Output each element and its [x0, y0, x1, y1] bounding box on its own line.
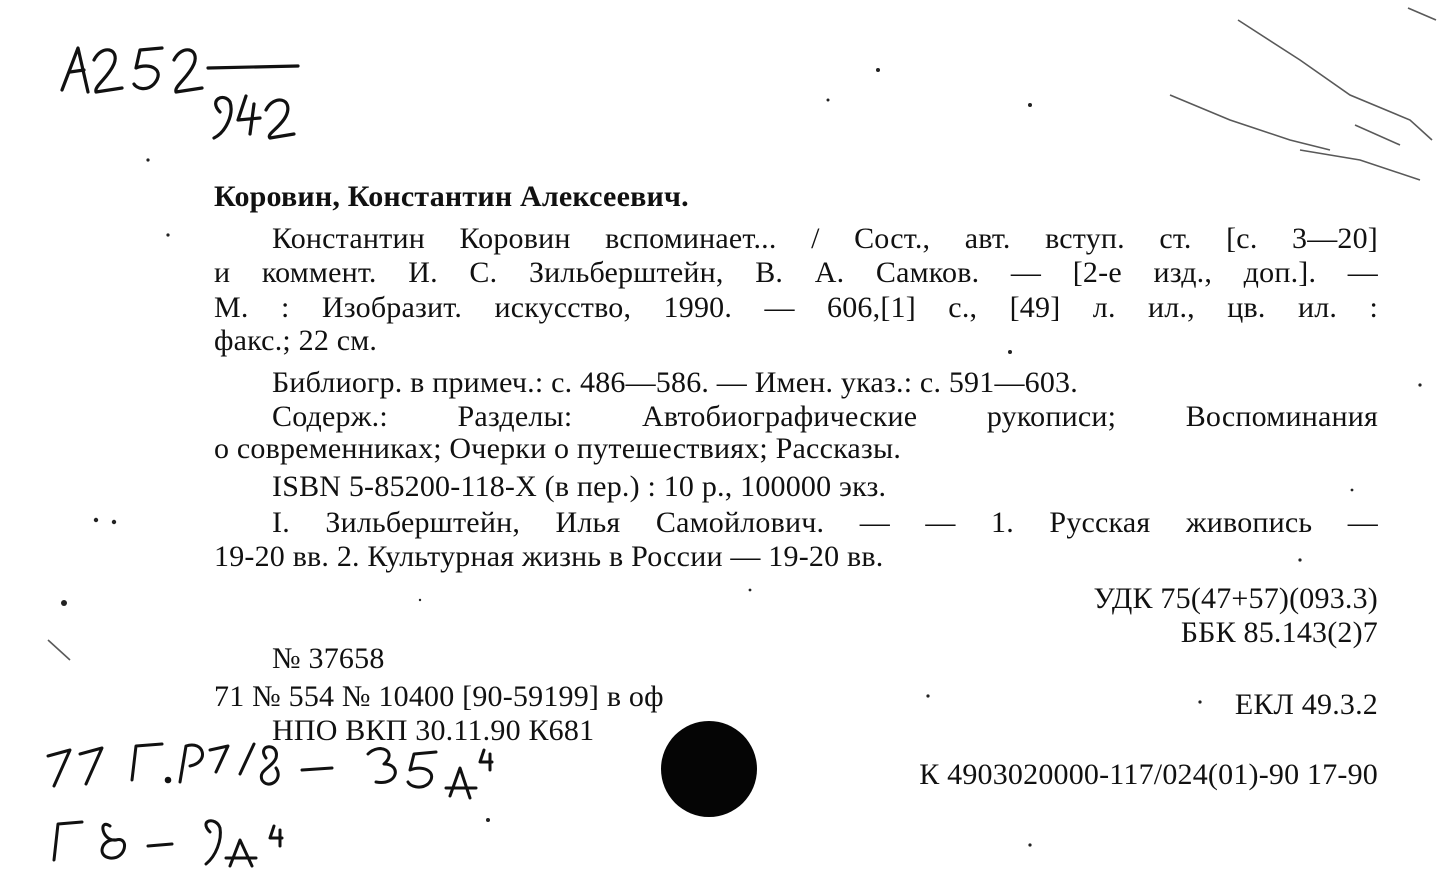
handwritten-shelf-mark: [40, 728, 560, 878]
bibliography-note: Библиогр. в примеч.: с. 486—586. — Имен. указ.: с. 591—603.: [272, 366, 1078, 399]
title-line-1: Константин Коровин вспоминает... / Сост., авт. вступ. ст. [с. 3—20]: [272, 222, 1378, 255]
ekl-code: ЕКЛ 49.3.2: [1234, 688, 1378, 721]
npo-line: НПО ВКП 30.11.90 К681: [272, 714, 595, 747]
subjects-line-2: 19-20 вв. 2. Культурная жизнь в России — 19-20 вв.: [214, 540, 884, 573]
punch-hole: [661, 721, 757, 817]
title-line-3: М. : Изобразит. искусство, 1990. — 606,[1] с., [49] л. ил., цв. ил. :: [214, 291, 1378, 324]
isbn-line: ISBN 5-85200-118-X (в пер.) : 10 р., 100000 экз.: [272, 470, 887, 503]
handwritten-accession-number: [50, 30, 310, 160]
title-line-4: факс.; 22 см.: [214, 324, 378, 357]
title-line-2: и коммент. И. С. Зильберштейн, В. А. Самков. — [2-е изд., доп.]. —: [214, 256, 1378, 289]
order-line: 71 № 554 № 10400 [90-59199] в оф: [214, 680, 664, 713]
udk-code: УДК 75(47+57)(093.3): [1093, 582, 1378, 615]
record-number: № 37658: [272, 642, 385, 675]
k-code: К 4903020000-117/024(01)-90 17-90: [919, 758, 1378, 791]
subjects-line-1: I. Зильберштейн, Илья Самойлович. — — 1. Русская живопись —: [272, 506, 1378, 539]
contents-line-1: Содерж.: Разделы: Автобиографические рукописи; Воспоминания: [272, 400, 1378, 433]
contents-line-2: о современниках; Очерки о путешествиях; Рассказы.: [214, 432, 902, 465]
bbk-code: ББК 85.143(2)7: [1180, 616, 1378, 649]
author-heading: Коровин, Константин Алексеевич.: [214, 180, 689, 213]
